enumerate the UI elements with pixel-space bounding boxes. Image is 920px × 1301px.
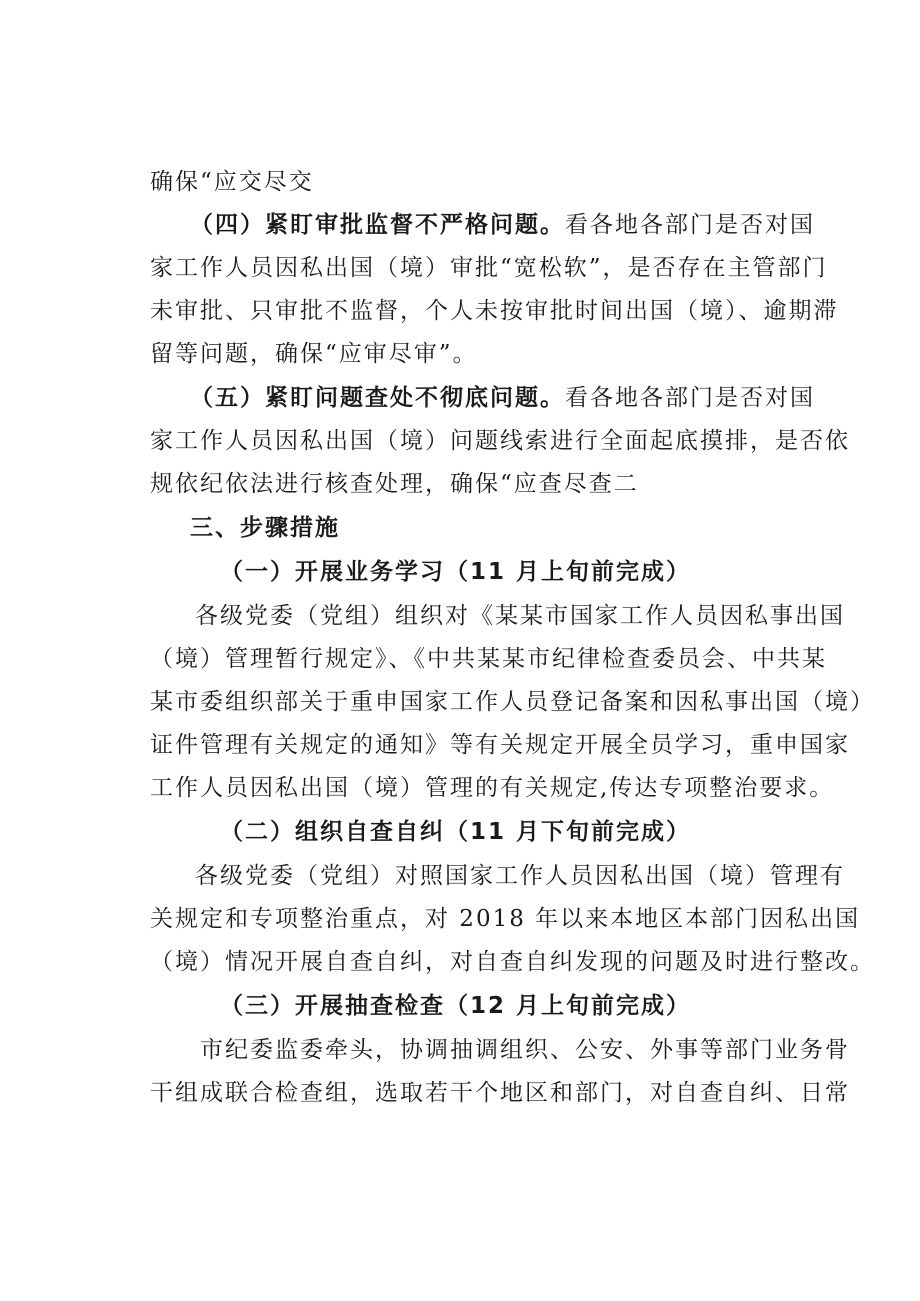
- paragraph-line: 未审批、只审批不监督，个人未按审批时间出国（境）、逾期滞: [150, 298, 839, 324]
- section-5-title: （五）紧盯问题查处不彻底问题。: [190, 385, 565, 411]
- paragraph-line: （境）管理暂行规定》、《中共某某市纪律检查委员会、中共某: [150, 646, 827, 672]
- paragraph-line: 家工作人员因私出国（境）审批“宽松软”，是否存在主管部门: [150, 255, 828, 281]
- paragraph-line: 某市委组织部关于重申国家工作人员登记备案和因私事出国（境）: [150, 689, 875, 715]
- section-4-text: 看各地各部门是否对国: [565, 212, 815, 238]
- section-4-title: （四）紧盯审批监督不严格问题。: [190, 212, 565, 238]
- paragraph-line: 各级党委（党组）对照国家工作人员因私出国（境）管理有: [195, 863, 845, 889]
- paragraph-line: （境）情况开展自查自纠，对自查自纠发现的问题及时进行整改。: [150, 949, 875, 975]
- step-1-title: （一）开展业务学习（11 月上旬前完成）: [220, 559, 692, 585]
- paragraph-line: 证件管理有关规定的通知》等有关规定开展全员学习，重申国家: [150, 732, 850, 758]
- step-2-title: （二）组织自查自纠（11 月下旬前完成）: [220, 819, 692, 845]
- paragraph-line: 市纪委监委牵头，协调抽调组织、公安、外事等部门业务骨: [200, 1037, 850, 1063]
- section-5-line-1: [190, 378, 815, 418]
- paragraph-line: 家工作人员因私出国（境）问题线索进行全面起底摸排，是否依: [150, 428, 850, 454]
- section-5-text: 看各地各部门是否对国: [565, 385, 815, 411]
- part-3-heading: 三、步骤措施: [190, 515, 340, 541]
- paragraph-line: 留等问题，确保“应审尽审”。: [150, 341, 478, 367]
- paragraph-line: 确保“应交尽交: [150, 169, 314, 195]
- section-4-line-1: [190, 205, 815, 245]
- paragraph-line: 干组成联合检查组，选取若干个地区和部门，对自查自纠、日常: [150, 1080, 850, 1106]
- paragraph-line: 规依纪依法进行核查处理，确保“应查尽查二: [150, 471, 639, 497]
- step-3-title: （三）开展抽查检查（12 月上旬前完成）: [220, 993, 692, 1019]
- paragraph-line: 各级党委（党组）组织对《某某市国家工作人员因私事出国: [195, 603, 845, 629]
- paragraph-line: 工作人员因私出国（境）管理的有关规定,传达专项整治要求。: [150, 775, 835, 801]
- paragraph-line: 关规定和专项整治重点，对 2018 年以来本地区本部门因私出国: [150, 906, 861, 932]
